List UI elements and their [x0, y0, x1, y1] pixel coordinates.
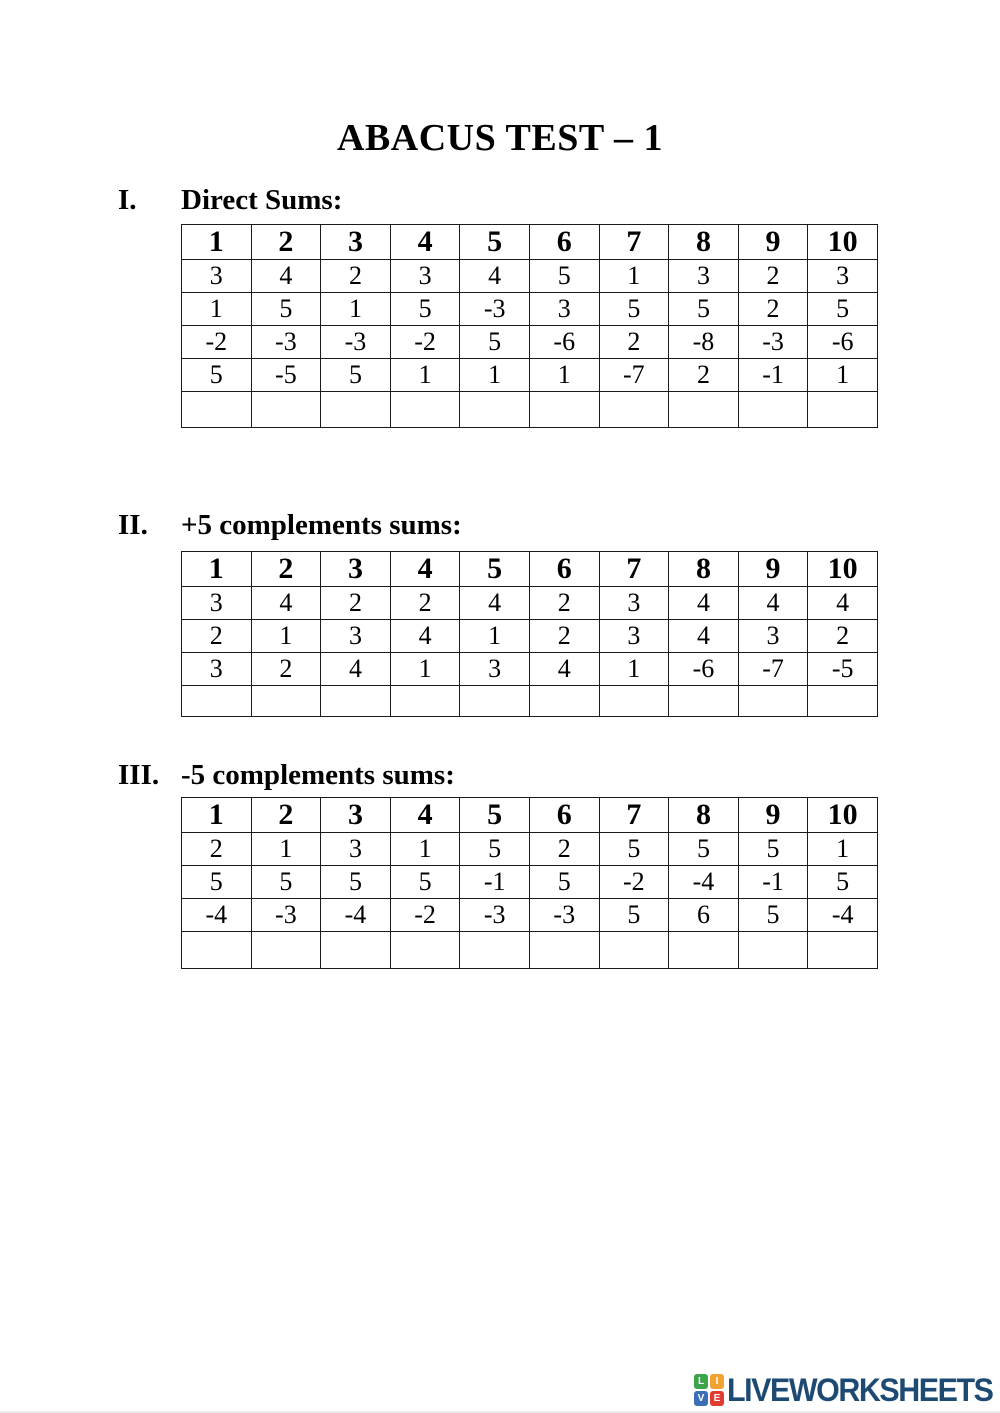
section-numeral: I. — [118, 184, 137, 216]
live-icon-square-l: L — [694, 1374, 708, 1389]
operand-cell: 1 — [390, 833, 460, 866]
operand-cell: 5 — [808, 866, 878, 899]
operand-cell: 4 — [669, 587, 739, 620]
operand-cell: -6 — [529, 326, 599, 359]
operand-cell: 1 — [460, 359, 530, 392]
operand-cell: -7 — [599, 359, 669, 392]
answer-cell[interactable] — [808, 686, 878, 717]
operand-cell: 3 — [599, 620, 669, 653]
operand-row — [182, 293, 878, 326]
answer-cell[interactable] — [321, 686, 391, 717]
answer-cell[interactable] — [738, 392, 808, 428]
operand-cell: -3 — [251, 899, 321, 932]
answer-cell[interactable] — [460, 932, 530, 969]
column-header: 9 — [738, 552, 808, 587]
column-header: 4 — [390, 225, 460, 260]
answer-cell[interactable] — [251, 932, 321, 969]
column-header: 2 — [251, 798, 321, 833]
operand-cell: 5 — [460, 833, 530, 866]
operand-cell: 2 — [182, 620, 252, 653]
answer-cell[interactable] — [669, 686, 739, 717]
operand-row — [182, 833, 878, 866]
column-header: 5 — [460, 552, 530, 587]
live-icon-square-v: V — [694, 1391, 708, 1406]
operand-row — [182, 620, 878, 653]
answer-cell[interactable] — [321, 932, 391, 969]
operand-cell: 3 — [738, 620, 808, 653]
operand-cell: 2 — [738, 260, 808, 293]
operand-cell: 5 — [808, 293, 878, 326]
column-header: 4 — [390, 798, 460, 833]
operand-cell: 3 — [321, 620, 391, 653]
column-header: 6 — [529, 552, 599, 587]
operand-cell: 6 — [669, 899, 739, 932]
operand-cell: 5 — [182, 359, 252, 392]
column-header-row — [182, 225, 878, 260]
operand-cell: 2 — [529, 833, 599, 866]
column-header: 3 — [321, 552, 391, 587]
column-header: 2 — [251, 225, 321, 260]
operand-cell: -7 — [738, 653, 808, 686]
column-header-row — [182, 798, 878, 833]
column-header: 8 — [669, 552, 739, 587]
answer-cell[interactable] — [460, 392, 530, 428]
operand-cell: 2 — [529, 620, 599, 653]
section-heading-direct-sums — [0, 184, 1000, 222]
liveworksheets-logo[interactable] — [694, 1371, 1000, 1409]
operand-cell: 1 — [321, 293, 391, 326]
section-heading-plus5-complements — [0, 509, 1000, 547]
operand-cell: 2 — [321, 587, 391, 620]
plus5-complements-table — [181, 551, 878, 717]
column-header: 1 — [182, 798, 252, 833]
operand-cell: 5 — [599, 293, 669, 326]
answer-cell[interactable] — [390, 392, 460, 428]
operand-cell: 5 — [669, 293, 739, 326]
operand-row — [182, 866, 878, 899]
operand-cell: 5 — [669, 833, 739, 866]
operand-cell: 5 — [321, 359, 391, 392]
operand-cell: 3 — [390, 260, 460, 293]
operand-cell: 5 — [182, 866, 252, 899]
operand-cell: -2 — [599, 866, 669, 899]
operand-cell: 5 — [460, 326, 530, 359]
column-header: 6 — [529, 225, 599, 260]
operand-cell: -8 — [669, 326, 739, 359]
operand-cell: -5 — [251, 359, 321, 392]
answer-row — [182, 686, 878, 717]
operand-cell: -6 — [669, 653, 739, 686]
live-icon-square-e: E — [710, 1391, 724, 1406]
operand-row — [182, 653, 878, 686]
operand-cell: -6 — [808, 326, 878, 359]
operand-cell: 3 — [321, 833, 391, 866]
operand-cell: -3 — [460, 293, 530, 326]
column-header: 4 — [390, 552, 460, 587]
operand-cell: 5 — [599, 899, 669, 932]
operand-cell: 1 — [390, 653, 460, 686]
operand-cell: -2 — [390, 326, 460, 359]
column-header: 5 — [460, 225, 530, 260]
answer-cell[interactable] — [251, 392, 321, 428]
operand-cell: -3 — [529, 899, 599, 932]
answer-cell[interactable] — [529, 686, 599, 717]
operand-cell: 4 — [529, 653, 599, 686]
operand-cell: 2 — [390, 587, 460, 620]
operand-cell: -3 — [460, 899, 530, 932]
operand-cell: 4 — [390, 620, 460, 653]
operand-cell: 5 — [738, 899, 808, 932]
operand-cell: -4 — [182, 899, 252, 932]
operand-cell: -4 — [669, 866, 739, 899]
operand-cell: 3 — [182, 587, 252, 620]
minus5-complements-table — [181, 797, 878, 969]
liveworksheets-grid-icon — [694, 1374, 724, 1406]
answer-cell[interactable] — [599, 686, 669, 717]
operand-cell: -3 — [738, 326, 808, 359]
column-header: 6 — [529, 798, 599, 833]
operand-cell: 2 — [529, 587, 599, 620]
column-header: 3 — [321, 798, 391, 833]
section-numeral: II. — [118, 509, 148, 541]
operand-cell: 1 — [251, 620, 321, 653]
operand-cell: 5 — [390, 866, 460, 899]
operand-row — [182, 359, 878, 392]
answer-cell[interactable] — [599, 932, 669, 969]
section-title: +5 complements sums: — [181, 509, 462, 541]
operand-cell: 2 — [182, 833, 252, 866]
operand-cell: 5 — [321, 866, 391, 899]
column-header: 9 — [738, 798, 808, 833]
column-header: 2 — [251, 552, 321, 587]
operand-cell: 4 — [251, 587, 321, 620]
operand-cell: 4 — [460, 587, 530, 620]
answer-cell[interactable] — [529, 932, 599, 969]
operand-cell: 1 — [529, 359, 599, 392]
answer-cell[interactable] — [182, 686, 252, 717]
answer-cell[interactable] — [669, 932, 739, 969]
column-header: 8 — [669, 225, 739, 260]
operand-cell: 3 — [599, 587, 669, 620]
operand-cell: 1 — [599, 260, 669, 293]
section-numeral: III. — [118, 759, 160, 791]
operand-cell: 1 — [460, 620, 530, 653]
operand-cell: -3 — [321, 326, 391, 359]
answer-cell[interactable] — [182, 932, 252, 969]
column-header: 7 — [599, 798, 669, 833]
operand-row — [182, 899, 878, 932]
operand-cell: 3 — [182, 260, 252, 293]
column-header: 10 — [808, 225, 878, 260]
operand-cell: 1 — [808, 359, 878, 392]
column-header: 7 — [599, 552, 669, 587]
operand-cell: 4 — [251, 260, 321, 293]
operand-cell: 5 — [251, 293, 321, 326]
column-header: 8 — [669, 798, 739, 833]
section-title: -5 complements sums: — [181, 759, 455, 791]
answer-cell[interactable] — [251, 686, 321, 717]
column-header: 1 — [182, 225, 252, 260]
operand-cell: 3 — [669, 260, 739, 293]
operand-cell: -2 — [182, 326, 252, 359]
operand-cell: -2 — [390, 899, 460, 932]
operand-cell: 5 — [251, 866, 321, 899]
live-icon-square-i: I — [710, 1374, 724, 1389]
column-header-row — [182, 552, 878, 587]
answer-cell[interactable] — [529, 392, 599, 428]
answer-cell[interactable] — [390, 686, 460, 717]
operand-cell: 1 — [251, 833, 321, 866]
answer-cell[interactable] — [808, 932, 878, 969]
answer-row — [182, 392, 878, 428]
column-header: 9 — [738, 225, 808, 260]
operand-cell: 4 — [321, 653, 391, 686]
column-header: 5 — [460, 798, 530, 833]
liveworksheets-wordmark: LIVEWORKSHEETS — [727, 1371, 993, 1408]
answer-cell[interactable] — [669, 392, 739, 428]
column-header: 10 — [808, 552, 878, 587]
answer-row — [182, 932, 878, 969]
operand-cell: 2 — [808, 620, 878, 653]
section-heading-minus5-complements — [0, 759, 1000, 797]
operand-cell: -4 — [808, 899, 878, 932]
operand-cell: 4 — [669, 620, 739, 653]
operand-cell: -4 — [321, 899, 391, 932]
operand-cell: 5 — [738, 833, 808, 866]
answer-cell[interactable] — [808, 392, 878, 428]
section-title: Direct Sums: — [181, 184, 343, 216]
answer-cell[interactable] — [182, 392, 252, 428]
operand-cell: 5 — [529, 260, 599, 293]
operand-cell: 1 — [808, 833, 878, 866]
column-header: 10 — [808, 798, 878, 833]
operand-cell: -5 — [808, 653, 878, 686]
column-header: 1 — [182, 552, 252, 587]
operand-cell: -1 — [738, 359, 808, 392]
operand-cell: 3 — [182, 653, 252, 686]
operand-cell: 3 — [460, 653, 530, 686]
column-header: 7 — [599, 225, 669, 260]
answer-cell[interactable] — [738, 932, 808, 969]
operand-cell: -3 — [251, 326, 321, 359]
operand-cell: 5 — [390, 293, 460, 326]
answer-cell[interactable] — [390, 932, 460, 969]
column-header: 3 — [321, 225, 391, 260]
operand-cell: -1 — [738, 866, 808, 899]
operand-cell: 3 — [808, 260, 878, 293]
operand-cell: 3 — [529, 293, 599, 326]
answer-cell[interactable] — [460, 686, 530, 717]
operand-cell: 2 — [251, 653, 321, 686]
operand-cell: 4 — [460, 260, 530, 293]
operand-cell: 1 — [599, 653, 669, 686]
operand-cell: 2 — [599, 326, 669, 359]
operand-cell: 4 — [738, 587, 808, 620]
operand-cell: 5 — [599, 833, 669, 866]
operand-cell: 2 — [669, 359, 739, 392]
operand-row — [182, 587, 878, 620]
operand-cell: 1 — [390, 359, 460, 392]
operand-cell: -1 — [460, 866, 530, 899]
operand-cell: 2 — [321, 260, 391, 293]
operand-cell: 2 — [738, 293, 808, 326]
operand-cell: 4 — [808, 587, 878, 620]
page-title: ABACUS TEST – 1 — [336, 117, 664, 159]
operand-cell: 1 — [182, 293, 252, 326]
operand-row — [182, 326, 878, 359]
operand-row — [182, 260, 878, 293]
answer-cell[interactable] — [599, 392, 669, 428]
operand-cell: 5 — [529, 866, 599, 899]
answer-cell[interactable] — [738, 686, 808, 717]
direct-sums-table — [181, 224, 878, 428]
answer-cell[interactable] — [321, 392, 391, 428]
